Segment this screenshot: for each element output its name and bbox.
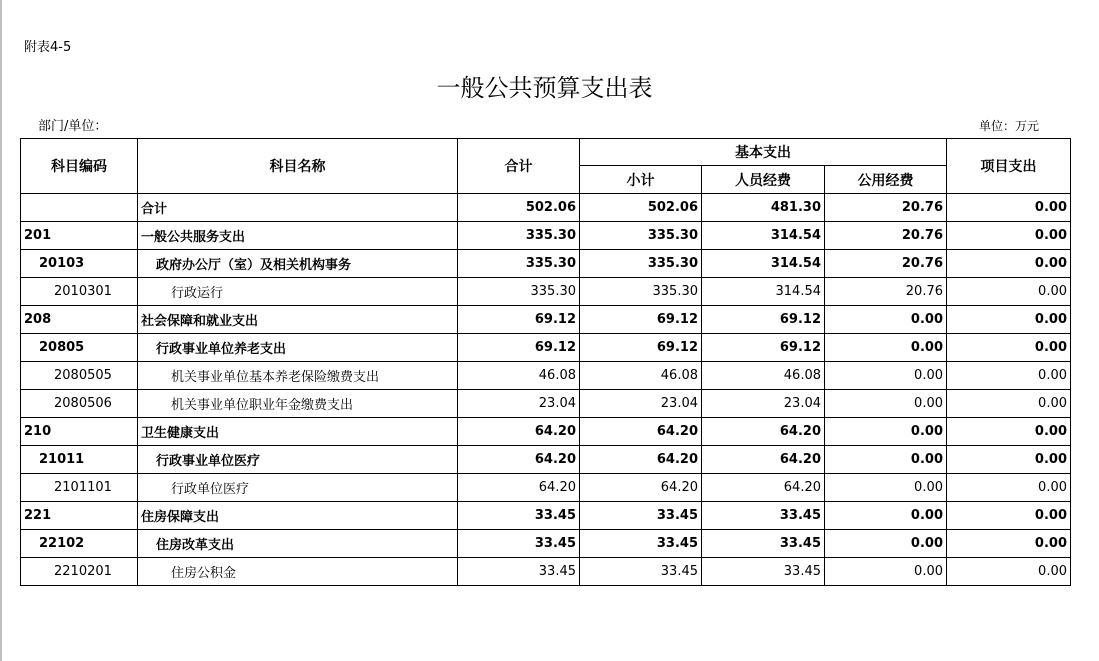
cell-subtotal: 64.20 xyxy=(580,474,702,502)
cell-project: 0.00 xyxy=(947,306,1071,334)
cell-total: 33.45 xyxy=(458,558,580,586)
cell-code: 20103 xyxy=(21,250,138,278)
cell-public: 0.00 xyxy=(825,418,947,446)
header-public: 公用经费 xyxy=(825,166,947,194)
cell-subtotal: 335.30 xyxy=(580,278,702,306)
cell-code: 20805 xyxy=(21,334,138,362)
cell-subtotal: 335.30 xyxy=(580,222,702,250)
expenditure-table xyxy=(20,138,1071,586)
cell-personnel: 69.12 xyxy=(702,306,825,334)
cell-code: 2210201 xyxy=(21,558,138,586)
cell-public: 20.76 xyxy=(825,194,947,222)
cell-total: 335.30 xyxy=(458,278,580,306)
cell-public: 0.00 xyxy=(825,474,947,502)
cell-project: 0.00 xyxy=(947,334,1071,362)
cell-name: 住房保障支出 xyxy=(138,502,458,530)
cell-subtotal: 23.04 xyxy=(580,390,702,418)
table-row xyxy=(21,390,1071,418)
page-title: 一般公共预算支出表 xyxy=(436,74,653,102)
cell-subtotal: 69.12 xyxy=(580,306,702,334)
cell-personnel: 23.04 xyxy=(702,390,825,418)
cell-personnel: 64.20 xyxy=(702,474,825,502)
cell-public: 0.00 xyxy=(825,502,947,530)
table-row xyxy=(21,446,1071,474)
cell-project: 0.00 xyxy=(947,530,1071,558)
cell-subtotal: 335.30 xyxy=(580,250,702,278)
cell-code: 221 xyxy=(21,502,138,530)
cell-personnel: 481.30 xyxy=(702,194,825,222)
unit-label: 单位：万元 xyxy=(978,119,1039,133)
cell-personnel: 64.20 xyxy=(702,418,825,446)
cell-project: 0.00 xyxy=(947,558,1071,586)
cell-code: 22102 xyxy=(21,530,138,558)
cell-name: 卫生健康支出 xyxy=(138,418,458,446)
department-label: 部门/单位： xyxy=(38,119,108,134)
cell-personnel: 33.45 xyxy=(702,502,825,530)
cell-code: 2101101 xyxy=(21,474,138,502)
cell-public: 0.00 xyxy=(825,446,947,474)
cell-code xyxy=(21,194,138,222)
cell-subtotal: 46.08 xyxy=(580,362,702,390)
cell-personnel: 314.54 xyxy=(702,250,825,278)
cell-project: 0.00 xyxy=(947,362,1071,390)
cell-code: 2080506 xyxy=(21,390,138,418)
table-row xyxy=(21,194,1071,222)
cell-total: 335.30 xyxy=(458,250,580,278)
table-row xyxy=(21,502,1071,530)
cell-total: 69.12 xyxy=(458,306,580,334)
cell-project: 0.00 xyxy=(947,278,1071,306)
cell-personnel: 33.45 xyxy=(702,530,825,558)
cell-subtotal: 64.20 xyxy=(580,446,702,474)
cell-code: 2080505 xyxy=(21,362,138,390)
cell-code: 2010301 xyxy=(21,278,138,306)
cell-project: 0.00 xyxy=(947,418,1071,446)
cell-project: 0.00 xyxy=(947,222,1071,250)
cell-personnel: 314.54 xyxy=(702,278,825,306)
table-row xyxy=(21,474,1071,502)
cell-subtotal: 502.06 xyxy=(580,194,702,222)
cell-name: 住房公积金 xyxy=(138,558,458,586)
header-subtotal: 小计 xyxy=(580,166,702,194)
cell-total: 46.08 xyxy=(458,362,580,390)
cell-total: 33.45 xyxy=(458,502,580,530)
annex-label: 附表4-5 xyxy=(24,40,72,55)
header-total: 合计 xyxy=(458,139,580,194)
cell-name: 行政运行 xyxy=(138,278,458,306)
cell-name: 一般公共服务支出 xyxy=(138,222,458,250)
cell-code: 201 xyxy=(21,222,138,250)
table-row xyxy=(21,250,1071,278)
cell-public: 0.00 xyxy=(825,362,947,390)
table-row xyxy=(21,558,1071,586)
cell-public: 0.00 xyxy=(825,390,947,418)
cell-code: 210 xyxy=(21,418,138,446)
cell-total: 33.45 xyxy=(458,530,580,558)
cell-project: 0.00 xyxy=(947,250,1071,278)
header-project: 项目支出 xyxy=(947,139,1071,194)
cell-total: 64.20 xyxy=(458,474,580,502)
cell-project: 0.00 xyxy=(947,502,1071,530)
cell-name: 机关事业单位职业年金缴费支出 xyxy=(138,390,458,418)
cell-project: 0.00 xyxy=(947,194,1071,222)
cell-code: 208 xyxy=(21,306,138,334)
cell-code: 21011 xyxy=(21,446,138,474)
cell-total: 64.20 xyxy=(458,418,580,446)
table-row xyxy=(21,530,1071,558)
cell-name: 行政单位医疗 xyxy=(138,474,458,502)
cell-public: 0.00 xyxy=(825,558,947,586)
cell-name: 政府办公厅（室）及相关机构事务 xyxy=(138,250,458,278)
cell-public: 20.76 xyxy=(825,222,947,250)
cell-subtotal: 33.45 xyxy=(580,530,702,558)
cell-public: 0.00 xyxy=(825,334,947,362)
table-row xyxy=(21,278,1071,306)
header-code: 科目编码 xyxy=(21,139,138,194)
cell-personnel: 314.54 xyxy=(702,222,825,250)
cell-subtotal: 33.45 xyxy=(580,502,702,530)
header-basic: 基本支出 xyxy=(580,139,947,166)
cell-project: 0.00 xyxy=(947,390,1071,418)
table-row xyxy=(21,222,1071,250)
cell-project: 0.00 xyxy=(947,474,1071,502)
cell-subtotal: 69.12 xyxy=(580,334,702,362)
table-row xyxy=(21,362,1071,390)
table-row xyxy=(21,306,1071,334)
cell-total: 64.20 xyxy=(458,446,580,474)
cell-name: 机关事业单位基本养老保险缴费支出 xyxy=(138,362,458,390)
cell-personnel: 69.12 xyxy=(702,334,825,362)
cell-name: 行政事业单位医疗 xyxy=(138,446,458,474)
cell-public: 0.00 xyxy=(825,306,947,334)
table-row xyxy=(21,418,1071,446)
table-row xyxy=(21,334,1071,362)
cell-total: 23.04 xyxy=(458,390,580,418)
cell-name: 社会保障和就业支出 xyxy=(138,306,458,334)
cell-total: 335.30 xyxy=(458,222,580,250)
cell-subtotal: 33.45 xyxy=(580,558,702,586)
cell-name: 住房改革支出 xyxy=(138,530,458,558)
cell-total: 69.12 xyxy=(458,334,580,362)
cell-project: 0.00 xyxy=(947,446,1071,474)
cell-personnel: 64.20 xyxy=(702,446,825,474)
header-personnel: 人员经费 xyxy=(702,166,825,194)
header-name: 科目名称 xyxy=(138,139,458,194)
cell-public: 0.00 xyxy=(825,530,947,558)
cell-personnel: 46.08 xyxy=(702,362,825,390)
cell-personnel: 33.45 xyxy=(702,558,825,586)
cell-name: 行政事业单位养老支出 xyxy=(138,334,458,362)
cell-public: 20.76 xyxy=(825,278,947,306)
table-body xyxy=(21,194,1071,586)
cell-subtotal: 64.20 xyxy=(580,418,702,446)
cell-total: 502.06 xyxy=(458,194,580,222)
cell-name: 合计 xyxy=(138,194,458,222)
cell-public: 20.76 xyxy=(825,250,947,278)
